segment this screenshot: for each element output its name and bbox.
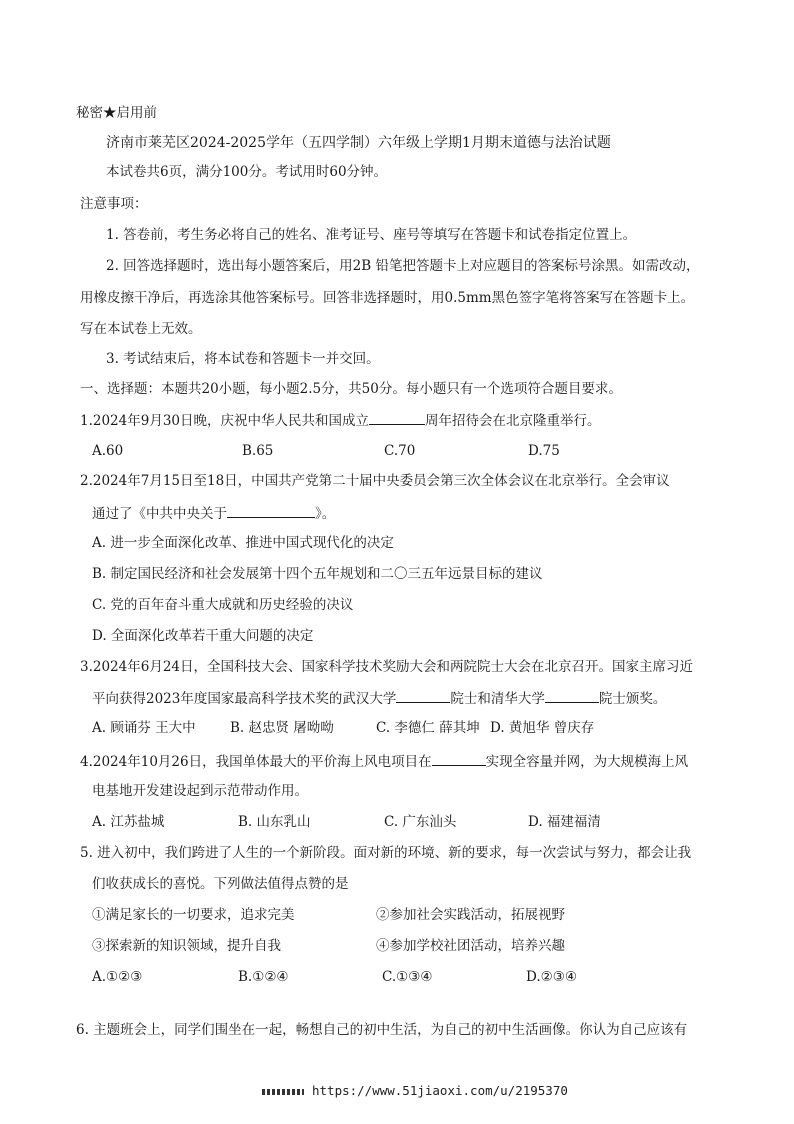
answer-blank <box>396 688 450 703</box>
option-d: D.②③④ <box>526 969 577 985</box>
exam-info: 本试卷共6页，满分100分。考试用时60分钟。 <box>106 164 388 180</box>
notice-item-2-line-3: 写在本试卷上无效。 <box>80 321 202 337</box>
option-d: D. 黄旭华 曾庆存 <box>490 720 595 736</box>
confidential-label: 秘密★启用前 <box>76 105 157 121</box>
question-1-stem-part-1: 1.2024年9月30日晚，庆祝中华人民共和国成立 <box>80 413 370 429</box>
notice-item-2-line-1: 2. 回答选择题时，选出每小题答案后，用2B 铅笔把答题卡上对应题目的答案标号涂黑。如需改动， <box>106 258 700 274</box>
question-5-line-1: 5. 进入初中，我们跨进了人生的一个新阶段。面对新的环境、新的要求，每一次尝试与努力，都会让我 <box>80 845 692 861</box>
statement-1: ①满足家长的一切要求，追求完美 <box>92 907 295 923</box>
question-4-line-2: 电基地开发建设起到示范带动作用。 <box>92 783 308 799</box>
answer-blank <box>227 503 315 518</box>
footer-url[interactable]: https://www.51jiaoxi.com/u/2195370 <box>312 1083 568 1098</box>
option-c: C. 李德仁 薛其坤 <box>376 720 480 736</box>
question-5-line-2: 们收获成长的喜悦。下列做法值得点赞的是 <box>92 876 349 892</box>
notice-item-2-line-2: 用橡皮擦干净后，再选涂其他答案标号。回答非选择题时，用0.5mm黑色签字笔将答案写在答题卡上。 <box>80 290 695 306</box>
answer-blank <box>432 751 486 766</box>
question-4-line-1-part-2: 实现全容量并网，为大规模海上风 <box>485 754 689 770</box>
option-b: B.65 <box>242 443 274 459</box>
option-d: D.75 <box>528 443 560 459</box>
option-b: B. 赵忠贤 屠呦呦 <box>230 720 334 736</box>
question-2-line-2-part-1: 通过了《中共中央关于 <box>92 506 227 522</box>
option-b: B.①②④ <box>238 969 289 985</box>
option-a: A.①②③ <box>92 969 143 985</box>
option-c: C.①③④ <box>382 969 433 985</box>
question-3-line-2-part-3: 院士颁奖。 <box>598 691 667 707</box>
option-b: B. 山东乳山 <box>238 814 311 830</box>
exam-title: 济南市莱芜区2024-2025学年（五四学制）六年级上学期1月期末道德与法治试题 <box>106 135 611 151</box>
option-a: A.60 <box>92 443 124 459</box>
option-a: A. 顾诵芬 王大中 <box>92 720 196 736</box>
question-2-option-c: C. 党的百年奋斗重大成就和历史经验的决议 <box>92 597 354 613</box>
question-1-stem <box>80 410 601 430</box>
answer-blank <box>369 410 425 425</box>
question-3-line-1: 3.2024年6月24日，全国科技大会、国家科学技术奖励大会和两院院士大会在北京召开。国家主席习近 <box>80 659 694 675</box>
question-3-line-2-part-2: 院士和清华大学 <box>450 691 545 707</box>
question-2-option-b: B. 制定国民经济和社会发展第十四个五年规划和二〇三五年远景目标的建议 <box>92 566 543 582</box>
statement-4: ④参加学校社团活动，培养兴趣 <box>376 938 565 954</box>
option-a: A. 江苏盐城 <box>92 814 165 830</box>
option-c: C.70 <box>384 443 416 459</box>
footer <box>262 1083 568 1098</box>
question-2-option-a: A. 进一步全面深化改革、推进中国式现代化的决定 <box>92 535 394 551</box>
question-6-line-1: 6. 主题班会上，同学们围坐在一起，畅想自己的初中生活，为自己的初中生活画像。你认为自己应该有 <box>76 1022 688 1038</box>
question-1-stem-part-2: 周年招待会在北京隆重举行。 <box>425 413 601 429</box>
notice-item-1: 1. 答卷前，考生务必将自己的姓名、准考证号、座号等填写在答题卡和试卷指定位置上。 <box>106 227 637 243</box>
question-2-line-1: 2.2024年7月15日至18日，中国共产党第二十届中央委员会第三次全体会议在北京举行。全会审议 <box>80 473 670 489</box>
question-2-line-2 <box>92 503 335 523</box>
question-3-line-2 <box>92 688 666 708</box>
option-d: D. 福建福清 <box>528 814 601 830</box>
question-2-option-d: D. 全面深化改革若干重大问题的决定 <box>92 628 314 644</box>
statement-2: ②参加社会实践活动，拓展视野 <box>376 907 565 923</box>
option-c: C. 广东汕头 <box>384 814 457 830</box>
statement-3: ③探索新的知识领域，提升自我 <box>92 938 281 954</box>
section-1-heading: 一、选择题：本题共20小题，每小题2.5分，共50分。每小题只有一个选项符合题目要求。 <box>80 381 622 397</box>
watermark-logo <box>262 1089 304 1095</box>
question-3-line-2-part-1: 平向获得2023年度国家最高科学技术奖的武汉大学 <box>92 691 397 707</box>
question-4-line-1 <box>80 751 688 771</box>
notice-item-3: 3. 考试结束后，将本试卷和答题卡一并交回。 <box>106 351 380 367</box>
answer-blank <box>545 688 599 703</box>
question-2-line-2-part-2: 》。 <box>315 506 336 522</box>
notice-heading: 注意事项： <box>80 196 148 212</box>
question-4-line-1-part-1: 4.2024年10月26日，我国单体最大的平价海上风电项目在 <box>80 754 432 770</box>
